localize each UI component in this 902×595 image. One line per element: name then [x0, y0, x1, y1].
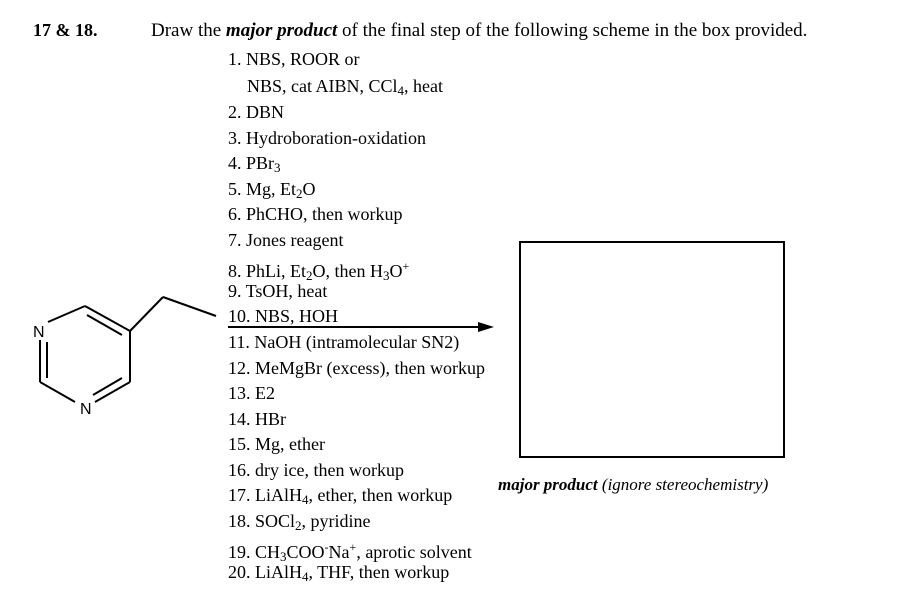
reagent-step: 19. $CH_3COO^-Na^+$, aprotic solvent [228, 540, 472, 564]
ethyl-bond [130, 297, 163, 331]
reagent-step: 10. NBS, HOH [228, 306, 339, 326]
reagent-step: 4. PBr$_3$ [228, 153, 281, 175]
double-bond-inner [93, 378, 122, 395]
caption-emphasis: major product [498, 475, 598, 494]
reagent-step: 8. PhLi, $Et_2O$, then $H_3O^+$ [228, 259, 410, 283]
instruction-post: of the final step of the following scheme in the box provided. [337, 20, 808, 41]
reagent-step: 15. Mg, ether [228, 434, 325, 454]
reagent-step: 12. MeMgBr (excess), then workup [228, 358, 485, 378]
caption-rest: (ignore stereochemistry) [597, 475, 769, 494]
reagent-step: 9. TsOH, heat [228, 281, 328, 301]
reagent-step: NBS, cat AIBN, CCl$_4$, heat [247, 76, 443, 98]
reaction-arrowhead [478, 322, 494, 332]
reagent-step: 13. E2 [228, 383, 275, 403]
reagent-step: 11. NaOH (intramolecular SN2) [228, 332, 460, 352]
reagent-step: 1. NBS, ROOR or [228, 49, 360, 69]
reagent-step: 17. LiAlH$_4$, ether, then workup [228, 485, 453, 507]
bond [95, 382, 130, 402]
reagent-step: 14. HBr [228, 409, 286, 429]
question-number: 17 & 18. [33, 20, 98, 40]
reagent-step: 20. LiAlH$_4$, THF, then workup [228, 562, 450, 584]
nitrogen-atom-label: N [80, 401, 92, 418]
answer-box[interactable] [519, 241, 785, 458]
bond [48, 306, 85, 322]
answer-caption [498, 475, 768, 495]
instruction-emphasis: major product [225, 20, 338, 41]
reagent-step: 2. DBN [228, 102, 285, 122]
reagent-step: 7. Jones reagent [228, 230, 344, 250]
pyrimidine-structure [40, 297, 216, 402]
reagent-step: 16. dry ice, then workup [228, 460, 404, 480]
reagent-step: 6. PhCHO, then workup [228, 204, 403, 224]
double-bond-inner [87, 315, 122, 335]
bond [40, 382, 75, 402]
reagent-step: 3. Hydroboration-oxidation [228, 128, 426, 148]
ethyl-bond [163, 297, 216, 316]
instruction-pre: Draw the [151, 20, 226, 41]
reagent-step: 5. Mg, $Et_2O$ [228, 179, 316, 201]
reagent-step: 18. SOCl$_2$, pyridine [228, 511, 371, 533]
nitrogen-atom-label: N [33, 324, 45, 341]
